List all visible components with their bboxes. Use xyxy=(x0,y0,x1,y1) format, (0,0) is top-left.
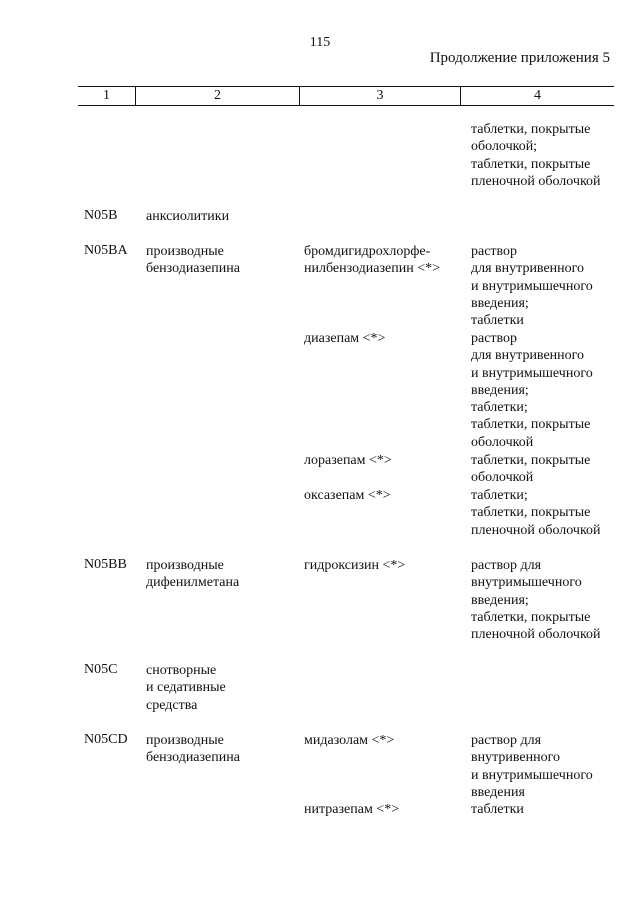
form-line: таблетки, покрытые xyxy=(471,417,591,433)
form-line: внутримышечного xyxy=(471,575,582,591)
form-line: таблетки; xyxy=(471,400,528,416)
form-line: раствор xyxy=(471,244,518,259)
dosage-forms xyxy=(471,243,593,329)
dosage-forms xyxy=(471,557,601,643)
group-name xyxy=(146,732,240,767)
table-header xyxy=(78,86,614,106)
drug-line: нилбензодиазепин <*> xyxy=(304,261,441,277)
form-line: пленочной оболочкой xyxy=(471,627,601,643)
drug-name xyxy=(304,452,392,469)
drug-line: диазепам <*> xyxy=(304,331,386,346)
drug-line: гидроксизин <*> xyxy=(304,558,406,573)
appendix-title: Продолжение приложения 5 xyxy=(429,50,610,66)
drug-name xyxy=(304,557,405,574)
drug-line: оксазепам <*> xyxy=(304,488,391,503)
dosage-forms xyxy=(471,732,593,801)
group-line: производные xyxy=(146,244,224,259)
drug-line: мидазолам <*> xyxy=(304,733,395,748)
group-line: средства xyxy=(146,697,198,713)
group-line: бензодиазепина xyxy=(146,750,240,766)
group-line: снотворные xyxy=(146,663,217,678)
group-name xyxy=(146,662,226,714)
form-line: таблетки; xyxy=(471,488,528,503)
drug-line: лоразепам <*> xyxy=(304,453,392,468)
group-name xyxy=(146,557,239,592)
group-line: дифенилметана xyxy=(146,575,240,591)
form-line: и внутримышечного xyxy=(471,365,593,381)
header-col-2: 2 xyxy=(214,88,221,103)
group-line: анксиолитики xyxy=(146,209,230,224)
header-col-1: 1 xyxy=(103,88,110,103)
group-name xyxy=(146,208,229,225)
dosage-forms xyxy=(471,801,524,818)
atc-code: N05CD xyxy=(84,732,128,747)
drug-name xyxy=(304,487,391,504)
form-line: таблетки, покрытые xyxy=(471,505,591,521)
atc-code: N05BA xyxy=(84,243,128,258)
dosage-forms xyxy=(471,452,590,487)
form-line: таблетки xyxy=(471,313,524,329)
form-line: таблетки, покрытые xyxy=(471,156,591,172)
drug-name xyxy=(304,732,394,749)
form-line: таблетки, покрытые xyxy=(471,609,591,625)
group-line: производные xyxy=(146,558,224,573)
form-line: введения xyxy=(471,784,525,800)
form-line: введения; xyxy=(471,382,529,398)
drug-line: нитразепам <*> xyxy=(304,802,400,817)
atc-code: N05B xyxy=(84,208,118,223)
form-line: и внутримышечного xyxy=(471,767,593,783)
form-line: внутривенного xyxy=(471,750,561,766)
form-line: пленочной оболочкой xyxy=(471,173,601,189)
form-line: для внутривенного xyxy=(471,261,585,277)
form-line: оболочкой xyxy=(471,470,534,486)
form-line: оболочкой xyxy=(471,434,534,450)
dosage-forms xyxy=(471,330,593,451)
page-number: 115 xyxy=(309,35,331,50)
form-line: и внутримышечного xyxy=(471,278,593,294)
form-line: раствор для xyxy=(471,733,542,748)
group-name xyxy=(146,243,240,278)
form-line: таблетки, покрытые xyxy=(471,122,591,137)
dosage-forms xyxy=(471,487,601,539)
form-line: для внутривенного xyxy=(471,348,585,364)
atc-code: N05BB xyxy=(84,557,127,572)
form-line: раствор для xyxy=(471,558,542,573)
header-col-3: 3 xyxy=(376,88,384,103)
form-line: введения; xyxy=(471,295,529,311)
drug-name xyxy=(304,801,399,818)
continuation-forms xyxy=(471,121,601,190)
atc-code: N05C xyxy=(84,662,118,677)
drug-name xyxy=(304,330,385,347)
group-line: производные xyxy=(146,733,224,748)
form-line: таблетки xyxy=(471,802,524,817)
group-line: и седативные xyxy=(146,680,226,696)
header-col-4: 4 xyxy=(534,88,541,103)
form-line: пленочной оболочкой xyxy=(471,522,601,538)
form-line: раствор xyxy=(471,331,518,346)
drug-name xyxy=(304,243,440,278)
group-line: бензодиазепина xyxy=(146,261,240,277)
form-line: оболочкой; xyxy=(471,139,538,155)
drug-line: бромдигидрохлорфе- xyxy=(304,244,431,259)
form-line: таблетки, покрытые xyxy=(471,453,591,468)
form-line: введения; xyxy=(471,592,529,608)
